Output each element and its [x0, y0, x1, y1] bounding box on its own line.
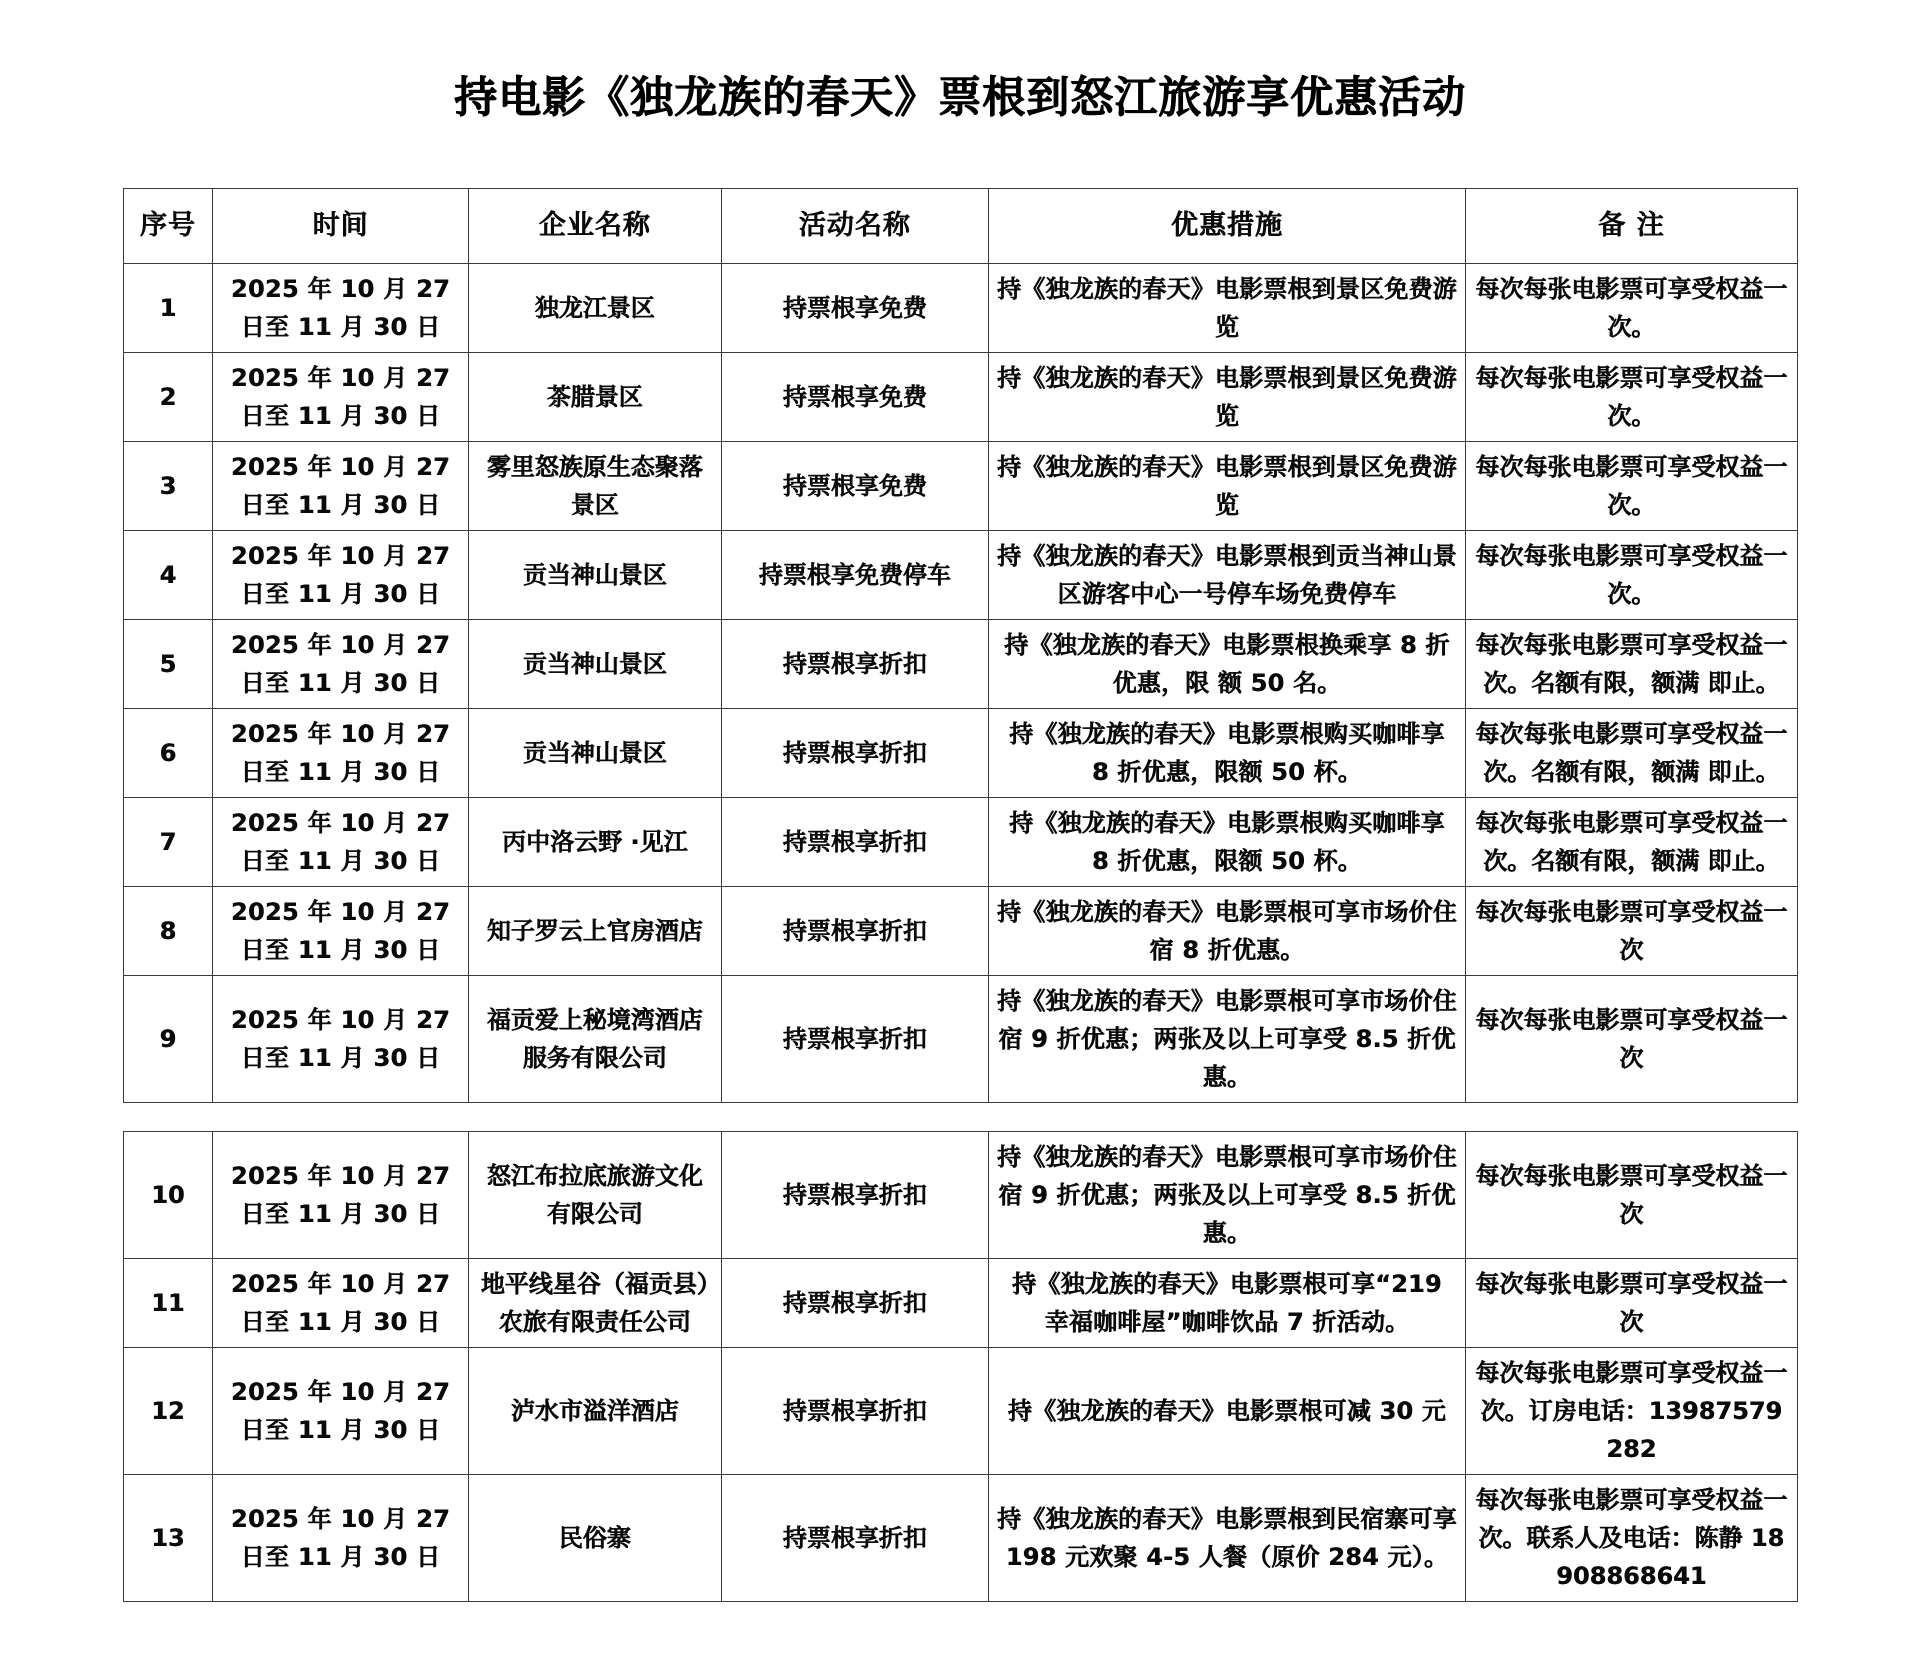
cell-time: 2025 年 10 月 27 日至 11 月 30 日 — [213, 887, 468, 976]
cell-name: 泸水市溢洋酒店 — [468, 1348, 721, 1475]
cell-offer: 持《独龙族的春天》电影票根换乘享 8 折优惠，限 额 50 名。 — [988, 620, 1465, 709]
cell-name: 怒江布拉底旅游文化有限公司 — [468, 1132, 721, 1259]
cell-time: 2025 年 10 月 27 日至 11 月 30 日 — [213, 976, 468, 1103]
cell-no: 11 — [123, 1259, 213, 1348]
cell-offer: 持《独龙族的春天》电影票根到景区免费游览 — [988, 353, 1465, 442]
cell-no: 7 — [123, 798, 213, 887]
cell-time: 2025 年 10 月 27 日至 11 月 30 日 — [213, 1348, 468, 1475]
cell-remark: 每次每张电影票可享受权益一次。联系人及电话：陈静 18908868641 — [1466, 1475, 1797, 1602]
cell-time: 2025 年 10 月 27 日至 11 月 30 日 — [213, 709, 468, 798]
cell-no: 13 — [123, 1475, 213, 1602]
column-header-no: 序号 — [123, 189, 213, 264]
cell-no: 10 — [123, 1132, 213, 1259]
cell-no: 5 — [123, 620, 213, 709]
cell-remark: 每次每张电影票可享受权益一次 — [1466, 1259, 1797, 1348]
table-row — [123, 620, 1797, 709]
cell-act: 持票根享免费 — [721, 353, 988, 442]
cell-name: 地平线星谷（福贡县）农旅有限责任公司 — [468, 1259, 721, 1348]
cell-offer: 持《独龙族的春天》电影票根可减 30 元 — [988, 1348, 1465, 1475]
cell-remark: 每次每张电影票可享受权益一次 — [1466, 887, 1797, 976]
cell-no: 2 — [123, 353, 213, 442]
cell-name: 雾里怒族原生态聚落景区 — [468, 442, 721, 531]
column-header-remark: 备 注 — [1466, 189, 1797, 264]
cell-time: 2025 年 10 月 27 日至 11 月 30 日 — [213, 264, 468, 353]
cell-time: 2025 年 10 月 27 日至 11 月 30 日 — [213, 1475, 468, 1602]
page-title: 持电影《独龙族的春天》票根到怒江旅游享优惠活动 — [454, 73, 1466, 123]
cell-name: 贡当神山景区 — [468, 709, 721, 798]
cell-no: 12 — [123, 1348, 213, 1475]
cell-name: 茶腊景区 — [468, 353, 721, 442]
cell-name: 民俗寨 — [468, 1475, 721, 1602]
cell-name: 知子罗云上官房酒店 — [468, 887, 721, 976]
table-header-row — [123, 189, 1797, 264]
table-row — [123, 976, 1797, 1103]
cell-act: 持票根享免费 — [721, 442, 988, 531]
cell-remark: 每次每张电影票可享受权益一次。 — [1466, 264, 1797, 353]
column-header-name: 企业名称 — [468, 189, 721, 264]
table-row — [123, 1259, 1797, 1348]
cell-no: 8 — [123, 887, 213, 976]
column-header-time: 时间 — [213, 189, 468, 264]
table-row — [123, 1132, 1797, 1259]
offer-table — [123, 188, 1798, 1103]
table-row — [123, 264, 1797, 353]
cell-remark: 每次每张电影票可享受权益一次。 — [1466, 531, 1797, 620]
table-row — [123, 798, 1797, 887]
cell-time: 2025 年 10 月 27 日至 11 月 30 日 — [213, 1259, 468, 1348]
cell-name: 丙中洛云野 ·见江 — [468, 798, 721, 887]
cell-name: 福贡爱上秘境湾酒店服务有限公司 — [468, 976, 721, 1103]
cell-no: 9 — [123, 976, 213, 1103]
table-row — [123, 709, 1797, 798]
column-header-act: 活动名称 — [721, 189, 988, 264]
cell-act: 持票根享折扣 — [721, 620, 988, 709]
cell-time: 2025 年 10 月 27 日至 11 月 30 日 — [213, 353, 468, 442]
cell-remark: 每次每张电影票可享受权益一次。 — [1466, 442, 1797, 531]
cell-time: 2025 年 10 月 27 日至 11 月 30 日 — [213, 442, 468, 531]
column-header-offer: 优惠措施 — [988, 189, 1465, 264]
offer-table-block-1 — [123, 188, 1798, 1103]
cell-act: 持票根享免费停车 — [721, 531, 988, 620]
cell-remark: 每次每张电影票可享受权益一次。名额有限，额满 即止。 — [1466, 709, 1797, 798]
cell-time: 2025 年 10 月 27 日至 11 月 30 日 — [213, 620, 468, 709]
cell-remark: 每次每张电影票可享受权益一次 — [1466, 1132, 1797, 1259]
cell-act: 持票根享折扣 — [721, 1348, 988, 1475]
cell-offer: 持《独龙族的春天》电影票根到贡当神山景区游客中心一号停车场免费停车 — [988, 531, 1465, 620]
cell-act: 持票根享折扣 — [721, 1259, 988, 1348]
cell-no: 3 — [123, 442, 213, 531]
cell-remark: 每次每张电影票可享受权益一次。名额有限，额满 即止。 — [1466, 798, 1797, 887]
cell-name: 独龙江景区 — [468, 264, 721, 353]
table-row — [123, 887, 1797, 976]
cell-time: 2025 年 10 月 27 日至 11 月 30 日 — [213, 1132, 468, 1259]
cell-remark: 每次每张电影票可享受权益一次。订房电话：13987579282 — [1466, 1348, 1797, 1475]
table-row — [123, 1475, 1797, 1602]
cell-act: 持票根享折扣 — [721, 798, 988, 887]
cell-offer: 持《独龙族的春天》电影票根到景区免费游览 — [988, 442, 1465, 531]
cell-no: 4 — [123, 531, 213, 620]
cell-act: 持票根享免费 — [721, 264, 988, 353]
cell-time: 2025 年 10 月 27 日至 11 月 30 日 — [213, 798, 468, 887]
table-row — [123, 353, 1797, 442]
table-row — [123, 1348, 1797, 1475]
cell-time: 2025 年 10 月 27 日至 11 月 30 日 — [213, 531, 468, 620]
cell-name: 贡当神山景区 — [468, 531, 721, 620]
cell-act: 持票根享折扣 — [721, 976, 988, 1103]
cell-offer: 持《独龙族的春天》电影票根到民宿寨可享 198 元欢聚 4-5 人餐（原价 284 元）。 — [988, 1475, 1465, 1602]
cell-no: 1 — [123, 264, 213, 353]
offer-table-block-2 — [123, 1131, 1798, 1602]
cell-act: 持票根享折扣 — [721, 887, 988, 976]
cell-remark: 每次每张电影票可享受权益一次。 — [1466, 353, 1797, 442]
cell-offer: 持《独龙族的春天》电影票根可享“219 幸福咖啡屋”咖啡饮品 7 折活动。 — [988, 1259, 1465, 1348]
cell-offer: 持《独龙族的春天》电影票根购买咖啡享 8 折优惠，限额 50 杯。 — [988, 709, 1465, 798]
cell-act: 持票根享折扣 — [721, 709, 988, 798]
cell-no: 6 — [123, 709, 213, 798]
cell-offer: 持《独龙族的春天》电影票根到景区免费游览 — [988, 264, 1465, 353]
cell-act: 持票根享折扣 — [721, 1132, 988, 1259]
cell-offer: 持《独龙族的春天》电影票根可享市场价住宿 9 折优惠；两张及以上可享受 8.5 折优惠。 — [988, 1132, 1465, 1259]
cell-remark: 每次每张电影票可享受权益一次。名额有限，额满 即止。 — [1466, 620, 1797, 709]
cell-offer: 持《独龙族的春天》电影票根可享市场价住宿 8 折优惠。 — [988, 887, 1465, 976]
cell-remark: 每次每张电影票可享受权益一次 — [1466, 976, 1797, 1103]
table-row — [123, 442, 1797, 531]
cell-offer: 持《独龙族的春天》电影票根购买咖啡享 8 折优惠，限额 50 杯。 — [988, 798, 1465, 887]
cell-act: 持票根享折扣 — [721, 1475, 988, 1602]
cell-name: 贡当神山景区 — [468, 620, 721, 709]
offer-table-continued — [123, 1131, 1798, 1602]
cell-offer: 持《独龙族的春天》电影票根可享市场价住宿 9 折优惠；两张及以上可享受 8.5 折优惠。 — [988, 976, 1465, 1103]
table-row — [123, 531, 1797, 620]
